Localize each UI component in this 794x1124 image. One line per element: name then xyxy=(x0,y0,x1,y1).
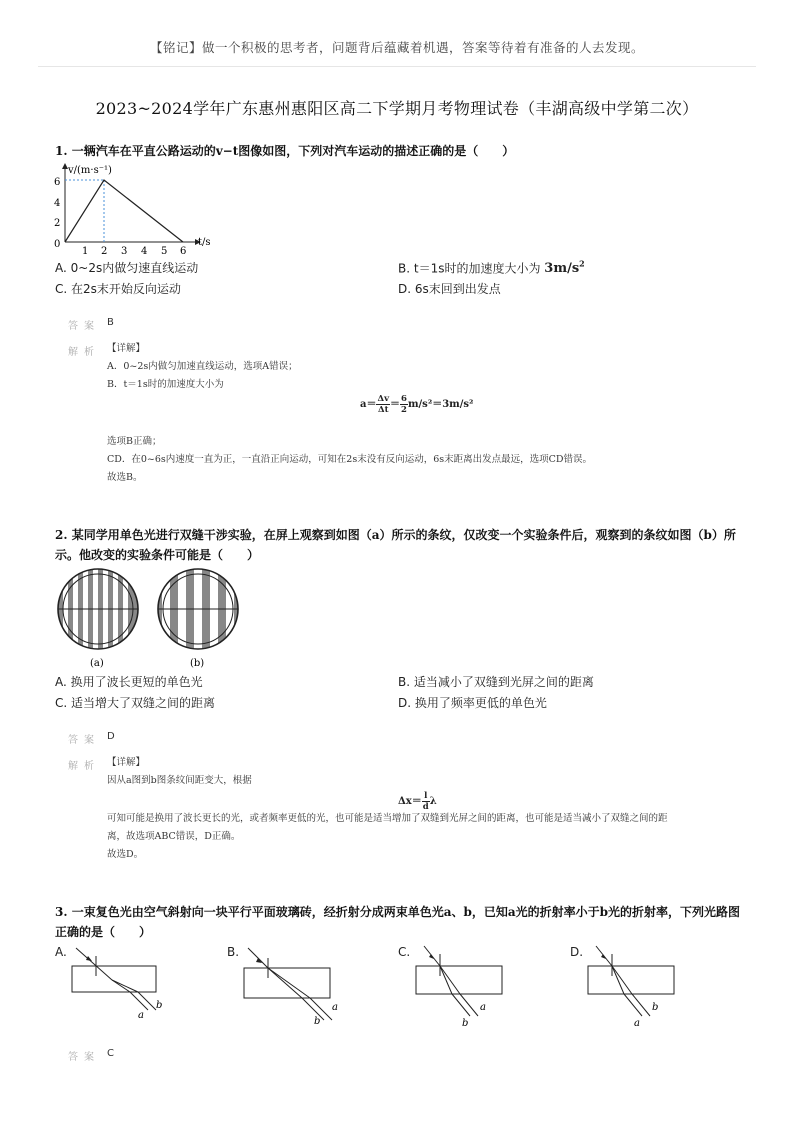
q2-option-d[interactable]: D. 换用了频率更低的单色光 xyxy=(398,696,547,710)
q2-formula-lhs: Δx＝ xyxy=(398,796,422,807)
q1-y-tick: 4 xyxy=(54,198,61,209)
q1-x-tick: 5 xyxy=(161,246,168,257)
motto-banner: 【铭记】做一个积极的思考者，问题背后蕴藏着机遇，答案等待着有准备的人去发现。 xyxy=(149,40,644,55)
q2-analysis-line: 故选D。 xyxy=(107,849,144,860)
q3-a-beam-label: b xyxy=(156,1000,163,1011)
q2-fringe-figure xyxy=(50,566,250,670)
q3-c-beam-label: b xyxy=(462,1018,469,1028)
q1-y-tick: 6 xyxy=(54,177,61,188)
q2-stem: 2. 某同学用单色光进行双缝干涉实验，在屏上观察到如图（a）所示的条纹，仅改变一个实验条件后，观察到的条纹如图（b）所 xyxy=(55,528,736,542)
q3-option-d[interactable]: D. xyxy=(570,945,584,959)
q3-c-beam-label: a xyxy=(480,1002,486,1013)
q1-analysis-head: 【详解】 xyxy=(107,343,146,354)
q2-stem: 示。他改变的实验条件可能是（ ） xyxy=(55,548,260,562)
page-title: 2023~2024学年广东惠州惠阳区高二下学期月考物理试卷（丰湖高级中学第二次） xyxy=(95,99,699,118)
q3-option-a[interactable]: A. xyxy=(55,945,67,959)
q3-answer-label: 答案 xyxy=(68,1052,100,1063)
q3-b-beam-label: b xyxy=(314,1016,321,1027)
q2-formula-num: l xyxy=(422,791,430,802)
q1-vt-graph xyxy=(52,158,222,258)
q1-option-d[interactable]: D. 6s末回到出发点 xyxy=(398,282,501,296)
q1-option-b-value: 3m/s xyxy=(544,261,580,277)
q3-option-c[interactable]: C. xyxy=(398,945,411,959)
q1-y-tick: 0 xyxy=(54,239,61,250)
q1-option-b-text: B. t＝1s时的加速度大小为 xyxy=(398,261,541,276)
q1-x-tick: 4 xyxy=(141,246,148,257)
q2-option-b[interactable]: B. 适当减小了双缝到光屏之间的距离 xyxy=(398,675,594,689)
q1-formula-den: 2 xyxy=(401,405,407,415)
q1-option-a[interactable]: A. 0~2s内做匀速直线运动 xyxy=(55,261,199,275)
q1-formula-num: Δv xyxy=(377,394,390,404)
q1-formula-eq: ＝ xyxy=(390,399,401,410)
q2-answer-label: 答案 xyxy=(68,735,100,746)
q1-formula-a: a＝ xyxy=(360,399,377,410)
q2-analysis-head: 【详解】 xyxy=(107,757,146,768)
q2-option-a[interactable]: A. 换用了波长更短的单色光 xyxy=(55,675,203,689)
q1-answer: B xyxy=(107,317,114,328)
q1-velocity-line xyxy=(65,180,183,242)
q1-formula-num: 6 xyxy=(401,394,407,404)
q1-analysis-line: CD．在0~6s内速度一直为正，一直沿正向运动，可知在2s末没有反向运动，6s末距离出发点最远，选项CD错误。 xyxy=(107,454,593,465)
q3-b-beam-label: a xyxy=(332,1002,338,1013)
q1-stem: 1. 一辆汽车在平直公路运动的v−t图像如图，下列对汽车运动的描述正确的是（ ） xyxy=(55,144,515,158)
q2-formula-tail: λ xyxy=(429,796,437,807)
q3-option-a-diagram xyxy=(68,942,178,1024)
q2-analysis-label: 解析 xyxy=(68,761,100,772)
q2-option-c[interactable]: C. 适当增大了双缝之间的距离 xyxy=(55,696,216,710)
q1-option-c[interactable]: C. 在2s末开始反向运动 xyxy=(55,282,181,296)
q1-option-b[interactable] xyxy=(398,259,585,276)
q2-analysis-line: 因从a图到b图条纹间距变大，根据 xyxy=(107,775,252,786)
q1-formula-tail: m/s²＝3m/s² xyxy=(407,399,474,410)
q2-caption-b: (b) xyxy=(190,658,205,669)
q3-option-b[interactable]: B. xyxy=(227,945,240,959)
q1-answer-label: 答案 xyxy=(68,321,100,332)
q2-caption-a: (a) xyxy=(90,658,104,669)
q2-formula-den: d xyxy=(422,802,429,812)
q1-analysis-label: 解析 xyxy=(68,347,100,358)
q1-analysis-line: A．0~2s内做匀加速直线运动，选项A错误； xyxy=(107,361,298,372)
q1-y-tick: 2 xyxy=(54,218,61,229)
q1-analysis-line: 选项B正确； xyxy=(107,436,162,447)
q1-analysis-line: 故选B。 xyxy=(107,472,143,483)
q1-x-tick: 6 xyxy=(180,246,187,257)
header-divider xyxy=(38,66,756,67)
q1-option-b-exponent: 2 xyxy=(579,259,585,269)
q1-x-tick: 1 xyxy=(82,246,89,257)
q1-x-axis-label: t/s xyxy=(198,237,211,248)
q2-answer: D xyxy=(107,731,115,742)
q2-formula xyxy=(398,791,437,812)
q1-x-tick: 2 xyxy=(101,246,108,257)
q2-analysis-line: 离，故选项ABC错误，D正确。 xyxy=(107,831,241,842)
q1-x-tick: 3 xyxy=(121,246,128,257)
q1-analysis-line: B．t＝1s时的加速度大小为 xyxy=(107,379,224,390)
q1-formula xyxy=(360,394,473,415)
q3-option-d-diagram xyxy=(582,942,692,1028)
q3-d-beam-label: b xyxy=(652,1002,659,1013)
q2-analysis-line: 可知可能是换用了波长更长的光，或者频率更低的光，也可能是适当增加了双缝到光屏之间的距离，也可能是适当减小了双缝之间的距 xyxy=(107,813,668,824)
q3-option-c-diagram xyxy=(410,942,520,1028)
q3-stem: 3. 一束复色光由空气斜射向一块平行平面玻璃砖，经折射分成两束单色光a、b，已知a光的折射率小于b光的折射率，下列光路图 xyxy=(55,905,741,919)
q1-y-axis-label: v/(m·s⁻¹) xyxy=(68,165,112,176)
q1-formula-den: Δt xyxy=(377,405,389,415)
q3-a-beam-label: a xyxy=(138,1010,144,1021)
q3-option-b-diagram xyxy=(240,942,350,1028)
q3-stem: 正确的是（ ） xyxy=(55,925,152,939)
q3-answer: C xyxy=(107,1048,114,1059)
q3-d-beam-label: a xyxy=(634,1018,640,1028)
